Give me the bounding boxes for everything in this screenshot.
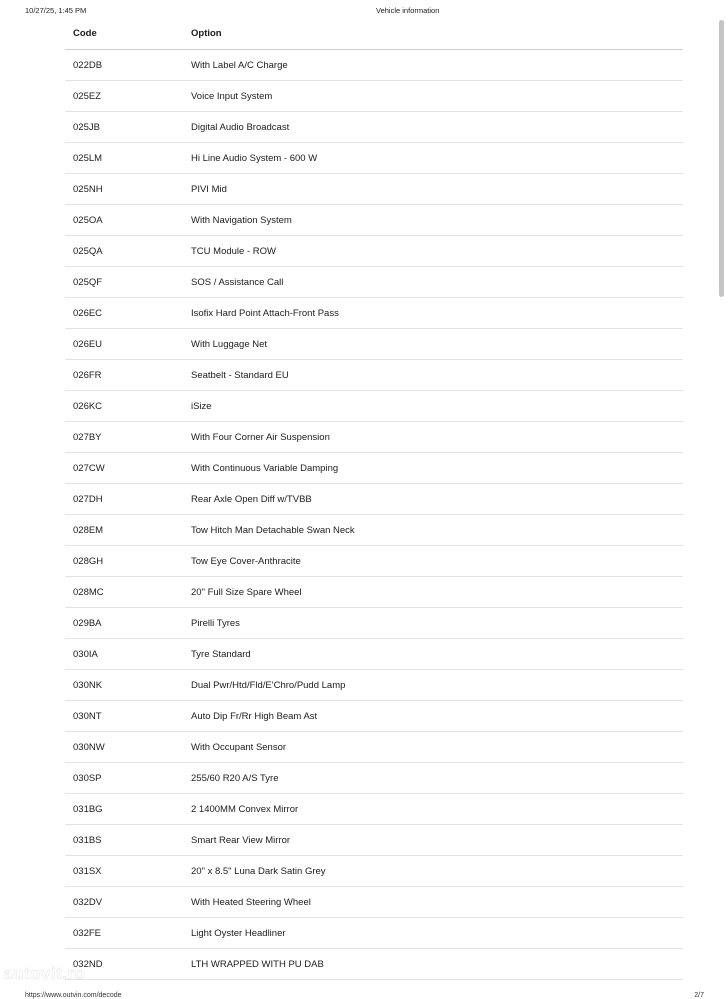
table-row	[65, 887, 683, 918]
option-description: Light Oyster Headliner	[191, 927, 286, 939]
option-description: Tow Hitch Man Detachable Swan Neck	[191, 524, 355, 536]
option-code: 028MC	[73, 586, 104, 598]
table-row	[65, 701, 683, 732]
option-code: 025LM	[73, 152, 103, 164]
option-description: 20" Full Size Spare Wheel	[191, 586, 302, 598]
option-code: 028GH	[73, 555, 104, 567]
table-row	[65, 422, 683, 453]
table-body	[65, 50, 683, 980]
table-row	[65, 546, 683, 577]
option-description: TCU Module - ROW	[191, 245, 276, 257]
table-row	[65, 515, 683, 546]
print-footer	[0, 990, 728, 999]
page-number: 2/7	[694, 992, 704, 999]
vehicle-options-table	[65, 18, 683, 980]
option-code: 025NH	[73, 183, 103, 195]
option-description: With Four Corner Air Suspension	[191, 431, 330, 443]
option-description: With Heated Steering Wheel	[191, 896, 311, 908]
column-header-code: Code	[73, 28, 97, 39]
table-row	[65, 360, 683, 391]
option-code: 032DV	[73, 896, 103, 908]
option-description: 2 1400MM Convex Mirror	[191, 803, 299, 815]
table-row	[65, 918, 683, 949]
print-header	[0, 6, 728, 18]
option-code: 030NT	[73, 710, 102, 722]
page-title: Vehicle information	[376, 6, 440, 15]
option-description: Hi Line Audio System - 600 W	[191, 152, 318, 164]
option-code: 029BA	[73, 617, 102, 629]
option-description: Digital Audio Broadcast	[191, 121, 290, 133]
print-date: 10/27/25, 1:45 PM	[25, 6, 87, 15]
option-description: With Continuous Variable Damping	[191, 462, 339, 474]
option-code: 025JB	[73, 121, 100, 133]
option-description: Tyre Standard	[191, 648, 251, 660]
table-row	[65, 391, 683, 422]
option-description: Auto Dip Fr/Rr High Beam Ast	[191, 710, 318, 722]
table-row	[65, 205, 683, 236]
table-row	[65, 670, 683, 701]
option-description: iSize	[191, 400, 212, 412]
option-code: 026EC	[73, 307, 103, 319]
option-code: 025OA	[73, 214, 103, 226]
option-code: 028EM	[73, 524, 104, 536]
option-description: With Luggage Net	[191, 338, 268, 350]
table-row	[65, 856, 683, 887]
option-description: 20" x 8.5" Luna Dark Satin Grey	[191, 865, 326, 877]
table-row	[65, 329, 683, 360]
vertical-scrollbar[interactable]	[719, 20, 724, 297]
option-code: 030IA	[73, 648, 98, 660]
column-header-option: Option	[191, 28, 222, 39]
table-row	[65, 112, 683, 143]
option-code: 030NW	[73, 741, 105, 753]
option-code: 027BY	[73, 431, 102, 443]
table-row	[65, 732, 683, 763]
option-code: 027CW	[73, 462, 105, 474]
option-description: With Navigation System	[191, 214, 292, 226]
page-url: https://www.outvin.com/decode	[25, 992, 122, 999]
table-row	[65, 763, 683, 794]
option-description: PIVI Mid	[191, 183, 227, 195]
table-row	[65, 453, 683, 484]
option-description: SOS / Assistance Call	[191, 276, 284, 288]
table-row	[65, 608, 683, 639]
option-description: Pirelli Tyres	[191, 617, 240, 629]
option-description: Isofix Hard Point Attach-Front Pass	[191, 307, 339, 319]
table-row	[65, 794, 683, 825]
table-row	[65, 484, 683, 515]
table-row	[65, 50, 683, 81]
table-row	[65, 81, 683, 112]
table-row	[65, 267, 683, 298]
option-description: Rear Axle Open Diff w/TVBB	[191, 493, 312, 505]
table-row	[65, 298, 683, 329]
table-row	[65, 949, 683, 980]
option-description: With Label A/C Charge	[191, 59, 288, 71]
option-description: With Occupant Sensor	[191, 741, 287, 753]
option-description: Dual Pwr/Htd/Fld/E'Chro/Pudd Lamp	[191, 679, 346, 691]
option-code: 027DH	[73, 493, 103, 505]
watermark-logo: autovit.ro	[3, 964, 86, 983]
option-code: 026EU	[73, 338, 103, 350]
table-row	[65, 236, 683, 267]
option-description: Seatbelt - Standard EU	[191, 369, 289, 381]
option-description: Smart Rear View Mirror	[191, 834, 291, 846]
option-code: 025EZ	[73, 90, 101, 102]
option-code: 032FE	[73, 927, 101, 939]
table-row	[65, 577, 683, 608]
option-code: 031BG	[73, 803, 103, 815]
option-description: 255/60 R20 A/S Tyre	[191, 772, 279, 784]
option-description: Voice Input System	[191, 90, 273, 102]
option-code: 030SP	[73, 772, 102, 784]
table-header	[65, 18, 683, 50]
table-row	[65, 143, 683, 174]
table-row	[65, 825, 683, 856]
option-code: 032ND	[73, 958, 103, 970]
option-code: 025QA	[73, 245, 103, 257]
table-row	[65, 174, 683, 205]
option-description: LTH WRAPPED WITH PU DAB	[191, 958, 324, 970]
option-description: Tow Eye Cover-Anthracite	[191, 555, 301, 567]
option-code: 025QF	[73, 276, 103, 288]
option-code: 031BS	[73, 834, 102, 846]
option-code: 026FR	[73, 369, 102, 381]
option-code: 022DB	[73, 59, 103, 71]
option-code: 026KC	[73, 400, 103, 412]
option-code: 030NK	[73, 679, 103, 691]
table-row	[65, 639, 683, 670]
option-code: 031SX	[73, 865, 102, 877]
